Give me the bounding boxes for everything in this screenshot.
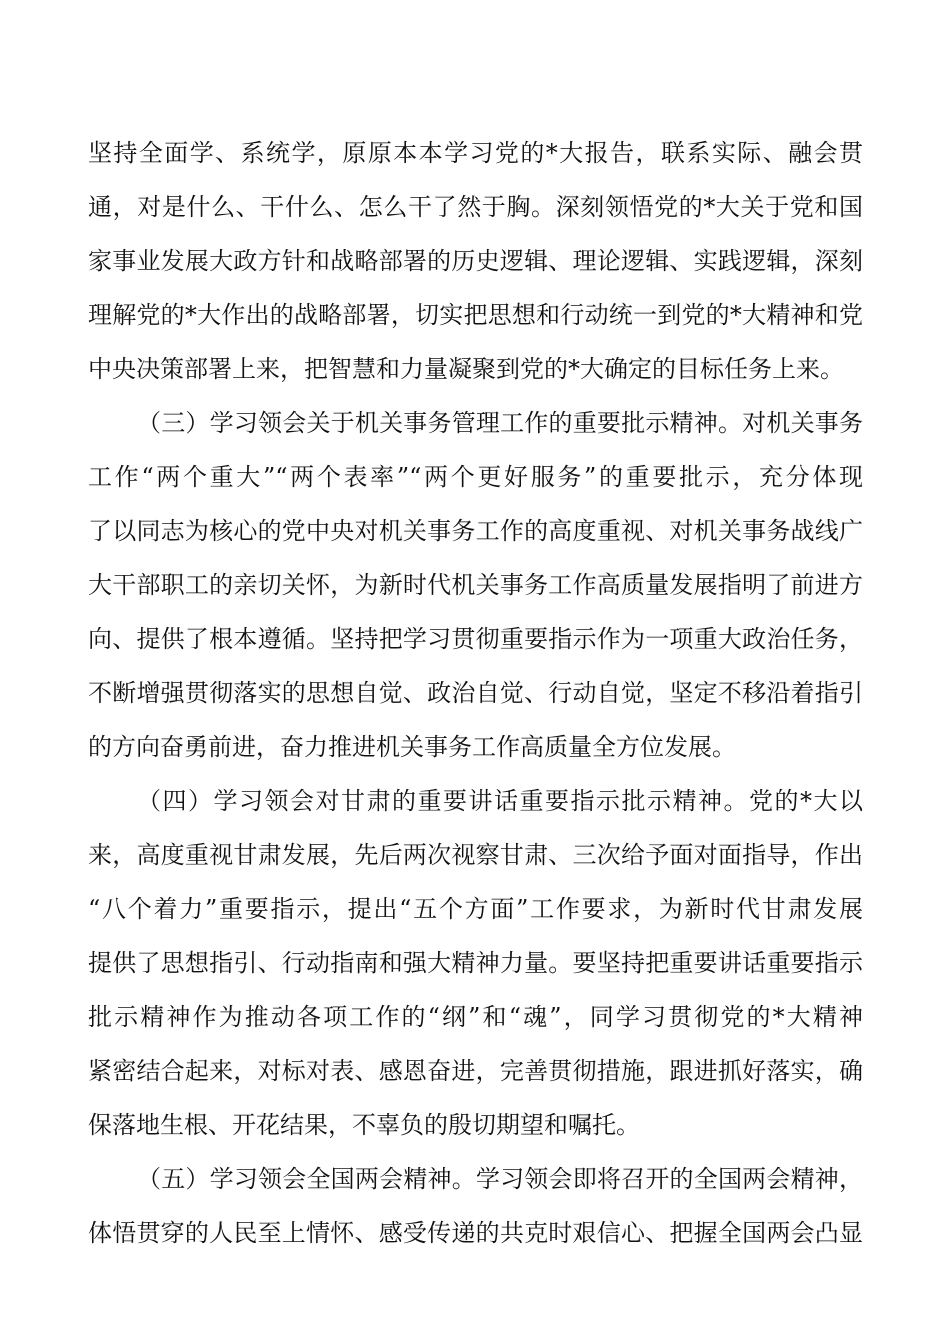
paragraph-section-5 — [88, 1152, 863, 1260]
paragraph-section-3 — [88, 396, 863, 774]
paragraph-section-4 — [88, 774, 863, 1152]
paragraph-study-report — [88, 126, 863, 396]
text-line: 坚持全面学、系统学，原原本本学习党的*大报告，联系实际、融会贯 — [88, 139, 863, 167]
text-line: 的方向奋勇前进，奋力推进机关事务工作高质量全方位发展。 — [88, 733, 736, 761]
text-line: 提供了思想指引、行动指南和强大精神力量。要坚持把重要讲话重要指示 — [88, 949, 863, 977]
section-heading-line: （三）学习领会关于机关事务管理工作的重要批示精神。对机关事务 — [137, 409, 863, 437]
text-line: 保落地生根、开花结果，不辜负的殷切期望和嘱托。 — [88, 1111, 640, 1139]
text-line: 紧密结合起来，对标对表、感恩奋进，完善贯彻措施，跟进抓好落实，确 — [88, 1057, 863, 1085]
text-line: 理解党的*大作出的战略部署，切实把思想和行动统一到党的*大精神和党 — [88, 301, 863, 329]
text-line: 了以同志为核心的党中央对机关事务工作的高度重视、对机关事务战线广 — [88, 517, 863, 545]
document-body — [88, 126, 863, 1260]
section-heading-line: （五）学习领会全国两会精神。学习领会即将召开的全国两会精神， — [137, 1165, 863, 1193]
text-line: 大干部职工的亲切关怀，为新时代机关事务工作高质量发展指明了前进方 — [88, 571, 863, 599]
text-line: 工作“两个重大”“两个表率”“两个更好服务”的重要批示，充分体现 — [88, 463, 863, 491]
text-line: 不断增强贯彻落实的思想自觉、政治自觉、行动自觉，坚定不移沿着指引 — [88, 679, 863, 707]
text-line: 批示精神作为推动各项工作的“纲”和“魂”，同学习贯彻党的*大精神 — [88, 1003, 863, 1031]
text-line: 来，高度重视甘肃发展，先后两次视察甘肃、三次给予面对面指导，作出 — [88, 841, 863, 869]
text-line: 通，对是什么、干什么、怎么干了然于胸。深刻领悟党的*大关于党和国 — [88, 193, 863, 221]
text-line: 向、提供了根本遵循。坚持把学习贯彻重要指示作为一项重大政治任务， — [88, 625, 863, 653]
section-heading-line: （四）学习领会对甘肃的重要讲话重要指示批示精神。党的*大以 — [137, 787, 863, 815]
text-line: 中央决策部署上来，把智慧和力量凝聚到党的*大确定的目标任务上来。 — [88, 355, 844, 383]
text-line: 体悟贯穿的人民至上情怀、感受传递的共克时艰信心、把握全国两会凸显 — [88, 1219, 863, 1247]
text-line: 家事业发展大政方针和战略部署的历史逻辑、理论逻辑、实践逻辑，深刻 — [88, 247, 863, 275]
text-line: “八个着力”重要指示，提出“五个方面”工作要求，为新时代甘肃发展 — [88, 895, 863, 923]
